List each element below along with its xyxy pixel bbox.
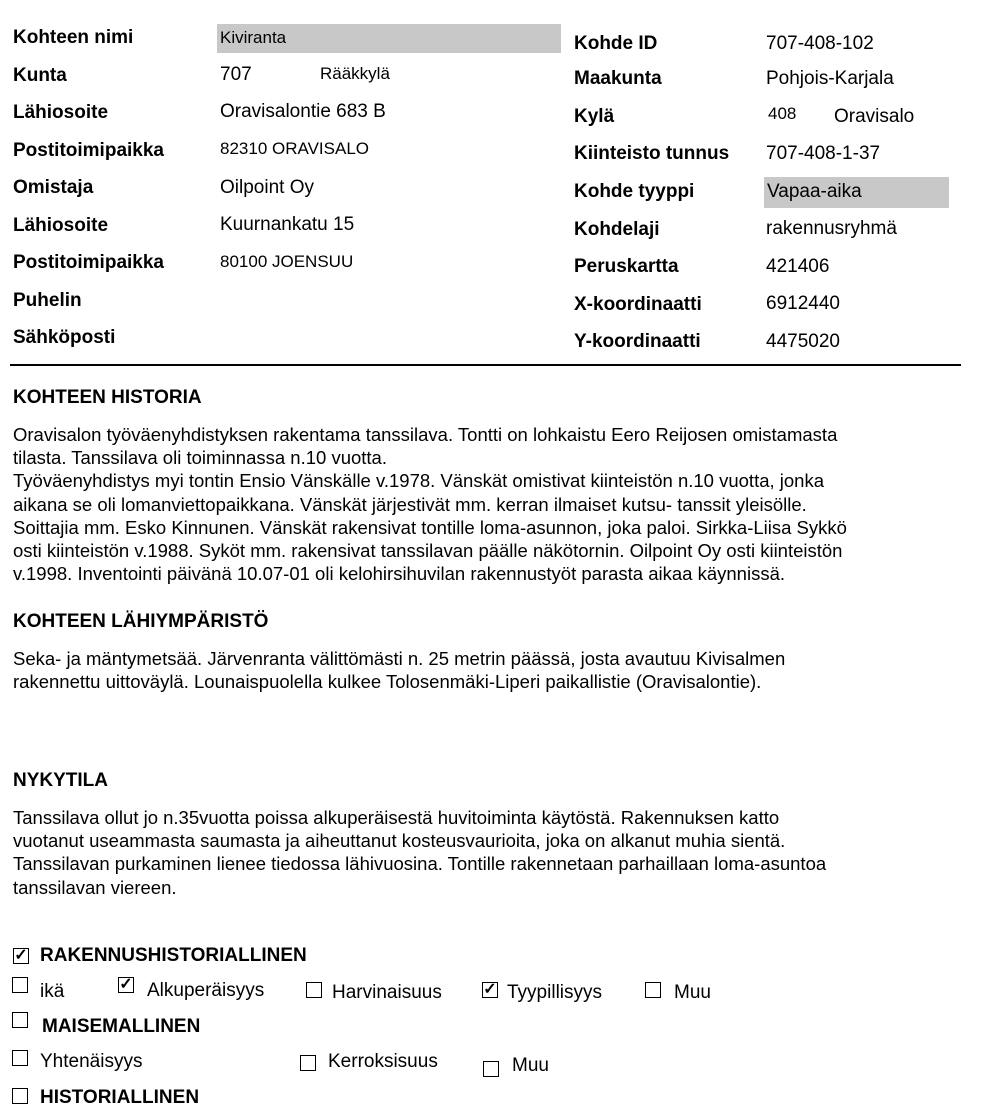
value-kyla-code: 408 [768, 104, 797, 123]
value-kohde-tyyppi: Vapaa-aika [767, 181, 862, 202]
label-lahiosoite: Lähiosoite [13, 102, 109, 123]
label-kohde-id: Kohde ID [574, 33, 658, 54]
label-peruskartta: Peruskartta [574, 256, 679, 277]
checkbox-yhtenaisyys[interactable] [12, 1050, 28, 1066]
section-title-lahiymparisto: KOHTEEN LÄHIYMPÄRISTÖ [13, 611, 269, 632]
label-ika: ikä [40, 981, 65, 1002]
value-kunta-name: Rääkkylä [320, 64, 390, 83]
label-kohde-tyyppi: Kohde tyyppi [574, 181, 695, 202]
value-peruskartta: 421406 [766, 256, 830, 277]
label-x-koordinaatti: X-koordinaatti [574, 294, 702, 315]
label-postitoimipaikka: Postitoimipaikka [13, 140, 164, 161]
label-kiinteisto-tunnus: Kiinteisto tunnus [574, 143, 730, 164]
checkbox-tyypillisyys[interactable]: ✓ [483, 981, 497, 998]
section-text-historia: Oravisalon työväenyhdistyksen rakentama tanssilava. Tontti on lohkaistu Eero Reijosen omistamasta tilasta. Tanssilava oli toiminnassa n.10 vuotta. Työväenyhdistys myi tontin Ensio Vänskälle v.1978. Vänskät omistivat kiinteistön n.10 vuotta, jonka aikana se oli lomanviettopaikkana. Vänskät järjestivät mm. kerran ilmaiset kutsu- tanssit yleisölle. Soittajia mm. Esko Kinnunen. Vänskät rakensivat tontille loma-asunnon, joka paloi. Sirkka-Liisa Sykkö osti kiinteistön v.1988. Syköt mm. rakensivat tanssilavan päälle näkötornin. Oilpoint Oy osti kiinteistön v.1998. Inventointi päivänä 10.07-01 oli kelohirsihuvilan rakennustyöt parasta aikaa käynnissä. [13, 424, 847, 585]
checkbox-historiallinen[interactable] [12, 1088, 28, 1104]
label-y-koordinaatti: Y-koordinaatti [574, 331, 701, 352]
value-lahiosoite: Oravisalontie 683 B [220, 101, 386, 122]
checkbox-rakennushistoriallinen[interactable]: ✓ [14, 947, 28, 964]
label-kohteen-nimi: Kohteen nimi [13, 27, 134, 48]
label-rakennushistoriallinen: RAKENNUSHISTORIALLINEN [40, 945, 307, 966]
section-title-nykytila: NYKYTILA [13, 770, 108, 791]
value-omistaja: Oilpoint Oy [220, 177, 314, 198]
section-title-historia: KOHTEEN HISTORIA [13, 387, 202, 408]
value-kunta-code: 707 [220, 64, 252, 85]
value-kohde-id: 707-408-102 [766, 33, 874, 54]
checkbox-maisemallinen[interactable] [12, 1012, 28, 1028]
label-omistaja-lahiosoite: Lähiosoite [13, 215, 109, 236]
label-kohdelaji: Kohdelaji [574, 219, 660, 240]
value-omistaja-postitoimipaikka: 80100 JOENSUU [220, 252, 354, 271]
value-kohdelaji: rakennusryhmä [766, 218, 897, 239]
label-muu-maisema: Muu [512, 1055, 549, 1076]
value-x-koordinaatti: 6912440 [766, 293, 840, 314]
label-muu-rakennus: Muu [674, 982, 711, 1003]
value-kohteen-nimi: Kiviranta [220, 28, 287, 47]
label-puhelin: Puhelin [13, 290, 82, 311]
label-maakunta: Maakunta [574, 68, 662, 89]
label-omistaja: Omistaja [13, 177, 94, 198]
label-tyypillisyys: Tyypillisyys [507, 982, 603, 1003]
label-maisemallinen: MAISEMALLINEN [42, 1016, 201, 1037]
checkbox-muu-maisema[interactable] [483, 1061, 499, 1077]
value-y-koordinaatti: 4475020 [766, 331, 840, 352]
value-omistaja-lahiosoite: Kuurnankatu 15 [220, 214, 355, 235]
value-kiinteisto-tunnus: 707-408-1-37 [766, 143, 881, 164]
label-harvinaisuus: Harvinaisuus [332, 982, 442, 1003]
label-kunta: Kunta [13, 65, 67, 86]
label-alkuperaisyys: Alkuperäisyys [147, 980, 265, 1001]
label-sahkoposti: Sähköposti [13, 327, 116, 348]
value-maakunta: Pohjois-Karjala [766, 68, 894, 89]
label-kerroksisuus: Kerroksisuus [328, 1051, 438, 1072]
value-postitoimipaikka: 82310 ORAVISALO [220, 139, 369, 158]
section-text-lahiymparisto: Seka- ja mäntymetsää. Järvenranta välittömästi n. 25 metrin päässä, josta avautuu Kivisalmen rakennettu uittoväylä. Lounaispuolella kulkee Tolosenmäki-Liperi paikallistie (Oravisalontie). [13, 648, 786, 693]
label-historiallinen: HISTORIALLINEN [40, 1087, 200, 1108]
section-text-nykytila: Tanssilava ollut jo n.35vuotta poissa alkuperäisestä huvitoiminta käytöstä. Rakennuksen katto vuotanut useammasta saumasta ja aiheuttanut kosteusvaurioita, joka on alkanut muhia sientä. Tanssilavan purkaminen lienee tiedossa lähivuosina. Tontille rakennetaan parhaillaan loma-asuntoa tanssilavan viereen. [13, 807, 827, 898]
header-divider [10, 364, 961, 366]
checkbox-alkuperaisyys[interactable]: ✓ [119, 976, 133, 993]
checkbox-kerroksisuus[interactable] [300, 1055, 316, 1071]
label-omistaja-postitoimipaikka: Postitoimipaikka [13, 252, 164, 273]
checkbox-harvinaisuus[interactable] [306, 982, 322, 998]
value-kyla-name: Oravisalo [834, 106, 915, 127]
checkbox-ika[interactable] [12, 977, 28, 993]
checkbox-muu-rakennus[interactable] [645, 982, 661, 998]
label-yhtenaisyys: Yhtenäisyys [40, 1051, 143, 1072]
label-kyla: Kylä [574, 106, 615, 127]
